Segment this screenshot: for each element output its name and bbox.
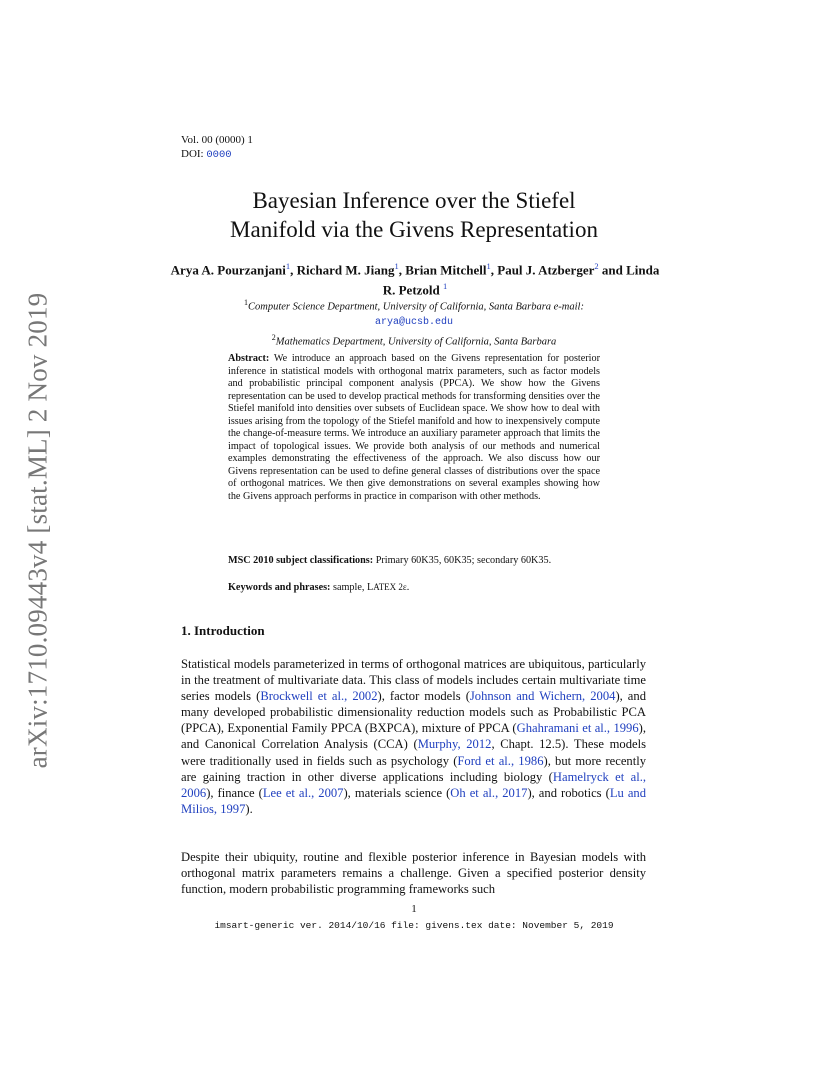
para1-text-6: ), but more recently are gaining traction in other diverse applications including biology ( <box>181 753 646 784</box>
author-4-affil-link[interactable]: 2 <box>594 261 599 271</box>
author-4: , Paul J. Atzberger <box>490 262 595 278</box>
keywords-label: Keywords and phrases: <box>228 582 331 593</box>
affiliation-1-marker: 1 <box>244 298 249 307</box>
keywords-end: . <box>406 582 410 593</box>
abstract-text: We introduce an approach based on the Givens representation for posterior inference in statistical models with orthogonal matrix parameters, such as factor models and probabilistic principal component analysis (PPCA). We show how the Givens representation can be used to develop practical methods for transforming densities over the Stiefel manifold into densities over subsets of Euclidean space. We show how to deal with issues arising from the topology of the Stiefel manifold and how to inexpensively compute the change-of-measure terms. We introduce an auxiliary parameter approach that limits the impact of topological issues. We provide both analysis of our methods and numerical examples demonstrating the effectiveness of the approach. We also discuss how our Givens representation can be used to define general classes of distributions over the space of orthogonal matrices. We then give demonstrations on several examples showing how the Givens approach performs in practice in comparison with other methods. <box>228 353 600 502</box>
intro-paragraph-1 <box>181 656 646 817</box>
author-5-affil-link[interactable]: 1 <box>443 281 448 292</box>
para1-text-2: ), factor models ( <box>377 689 470 704</box>
keywords-text: sample, L <box>330 582 374 593</box>
citation-johnson-wichern-2004[interactable]: Johnson and Wichern, 2004 <box>469 689 616 704</box>
para1-text-10: ). <box>245 801 253 816</box>
citation-oh-2017[interactable]: Oh et al., 2017 <box>450 785 528 800</box>
affiliation-1 <box>150 296 678 330</box>
author-3: , Brian Mitchell <box>398 262 487 278</box>
author-5: and Linda R. Petzold <box>382 262 660 298</box>
volume-line: Vol. 00 (0000) 1 <box>181 134 253 146</box>
para1-text-3: ), and many developed probabilistic dimensionality reduction models such as Probabilistic PCA (PPCA), Exponential Family PPCA (BXPCA), mixture of PPCA ( <box>181 689 646 736</box>
page-footer: imsart-generic ver. 2014/10/16 file: givens.tex date: November 5, 2019 <box>214 920 614 931</box>
msc-text: Primary 60K35, 60K35; secondary 60K35. <box>373 555 552 566</box>
abstract <box>228 353 600 503</box>
msc-classifications <box>228 555 600 568</box>
doi-label: DOI: <box>181 148 207 160</box>
title-line-2: Manifold via the Givens Representation <box>230 217 598 242</box>
author-list <box>170 258 660 299</box>
author-2: , Richard M. Jiang <box>290 262 395 278</box>
author-2-affil-link[interactable]: 1 <box>394 261 399 271</box>
affiliation-1-text: Computer Science Department, University of California, Santa Barbara e-mail: <box>248 301 584 313</box>
arxiv-sidebar <box>18 285 58 775</box>
citation-lee-2007[interactable]: Lee et al., 2007 <box>262 785 344 800</box>
citation-brockwell-2002[interactable]: Brockwell et al., 2002 <box>260 689 378 704</box>
para1-text-4: ), and Canonical Correlation Analysis (CCA) ( <box>181 721 646 752</box>
doi-line <box>181 147 253 162</box>
paper-title <box>150 186 678 244</box>
doi-link[interactable]: 0000 <box>206 149 232 161</box>
citation-ford-1986[interactable]: Ford et al., 1986 <box>457 753 544 768</box>
citation-lu-milios-1997[interactable]: Lu and Milios, 1997 <box>181 785 647 816</box>
citation-murphy-2012[interactable]: Murphy, 2012 <box>417 737 492 752</box>
para1-text-1: Statistical models parameterized in terms of orthogonal matrices are ubiquitous, particularly in the treatment of multivariate data. This class of models includes certain multivariate time series models ( <box>181 657 646 704</box>
abstract-label: Abstract: <box>228 353 270 364</box>
para1-text-5: , Chapt. 12.5). These models were traditionally used in fields such as psychology ( <box>181 737 647 768</box>
section-introduction-heading: 1. Introduction <box>181 623 265 638</box>
keywords <box>228 581 600 595</box>
author-1: Arya A. Pourzanjani <box>170 262 286 278</box>
citation-ghahramani-1996[interactable]: Ghahramani et al., 1996 <box>516 721 639 736</box>
para1-text-8: ), materials science ( <box>343 785 451 800</box>
title-line-1: Bayesian Inference over the Stiefel <box>252 188 576 213</box>
arxiv-identifier: arXiv:1710.09443v4 [stat.ML] 2 Nov 2019 <box>22 292 53 768</box>
para1-text-7: ), finance ( <box>206 785 263 800</box>
affiliation-2 <box>150 331 678 350</box>
email-link[interactable]: arya@ucsb.edu <box>374 316 453 328</box>
affiliation-2-marker: 2 <box>271 333 276 342</box>
journal-info <box>181 133 253 162</box>
msc-label: MSC 2010 subject classifications: <box>228 555 374 566</box>
citation-hamelryck-2006[interactable]: Hamelryck et al., 2006 <box>181 769 647 800</box>
intro-paragraph-2: Despite their ubiquity, routine and flexible posterior inference in Bayesian models with orthogonal matrix parameters remains a challenge. Given a specified posterior density function, modern probabilistic programming frameworks such <box>181 850 646 897</box>
author-3-affil-link[interactable]: 1 <box>486 261 491 271</box>
para1-text-9: ), and robotics ( <box>527 785 610 800</box>
affiliation-2-text: Mathematics Department, University of California, Santa Barbara <box>275 336 557 348</box>
author-1-affil-link[interactable]: 1 <box>285 261 291 271</box>
latex-logo: ATEX 2ε <box>373 582 407 592</box>
page-number: 1 <box>411 903 417 915</box>
